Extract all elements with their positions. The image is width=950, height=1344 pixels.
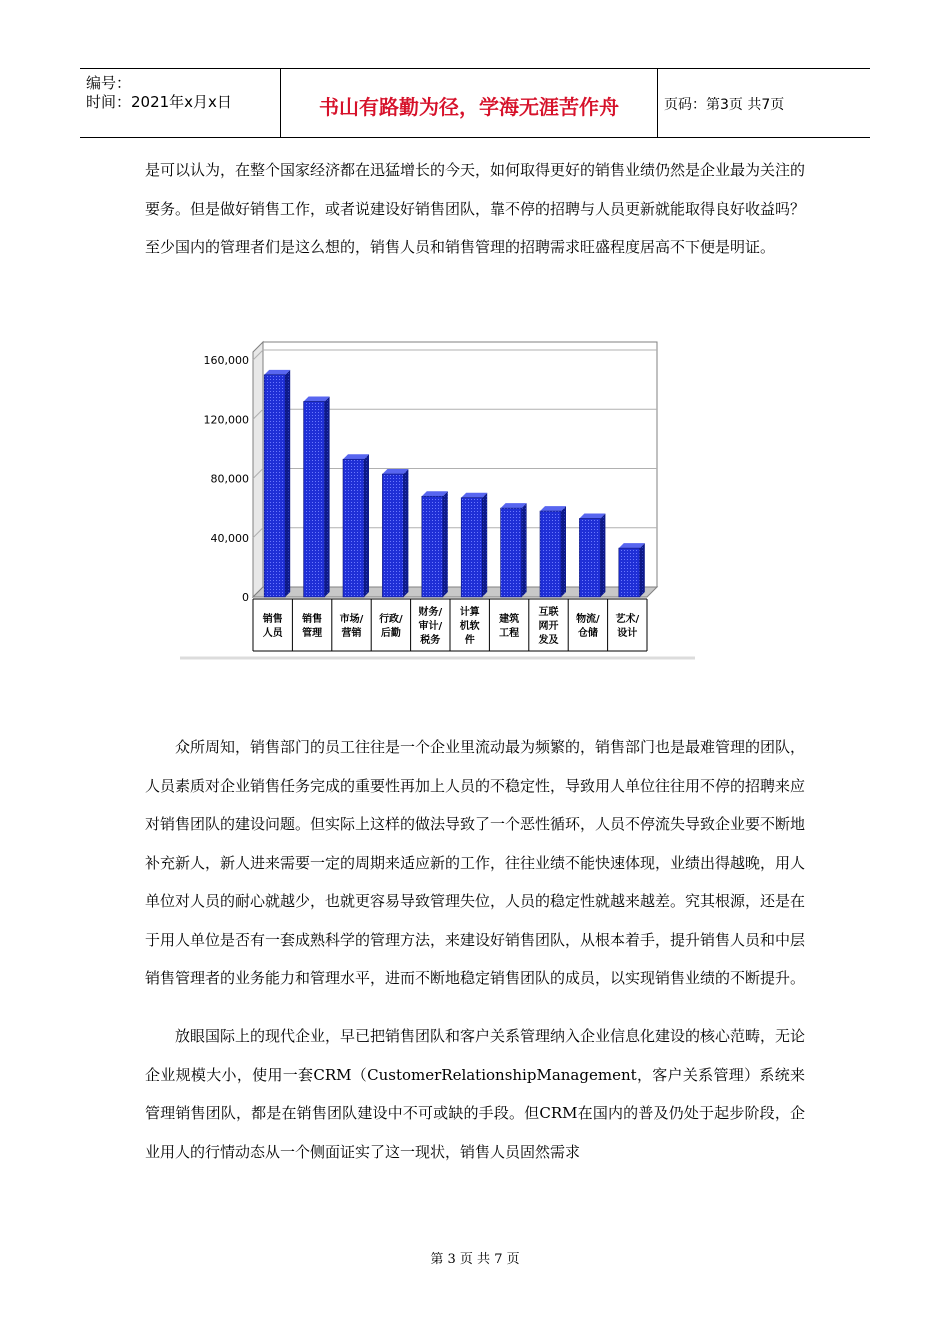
bar-chart xyxy=(180,328,700,668)
x-tick-label: 发及 xyxy=(538,635,559,646)
document-number-label: 编号： xyxy=(86,74,132,92)
page-footer: 第 3 页 共 7 页 xyxy=(430,1252,520,1267)
x-tick-label: 件 xyxy=(464,635,475,646)
y-tick-label: 40,000 xyxy=(210,531,249,545)
body-paragraph-1: 是可以认为，在整个国家经济都在迅猛增长的今天，如何取得更好的销售业绩仍然是企业最为关注的要务。但是做好销售工作，或者说建设好销售团队，靠不停的招聘与人员更新就能取得良好收益吗？至少国内的管理者们是这么想的，销售人员和销售管理的招聘需求旺盛程度居高不下便是明证。 xyxy=(145,161,806,256)
bar-5 xyxy=(422,496,443,597)
x-tick-label: 销售 xyxy=(262,614,283,625)
x-tick-label: 仓储 xyxy=(577,628,598,639)
body-paragraph-3: 放眼国际上的现代企业，早已把销售团队和客户关系管理纳入企业信息化建设的核心范畴，无论企业规模大小，使用一套CRM（CustomerRelationshipManagement，客户关系管理）系统来管理销售团队，都是在销售团队建设中不可或缺的手段。但CRM在国内的普及仍处于起步阶段，企业用人的行情动态从一个侧面证实了这一现状，销售人员固然需求 xyxy=(145,1027,806,1161)
bar-side-7 xyxy=(522,503,527,597)
bar-6 xyxy=(461,498,482,597)
header-motto: 书山有路勤为径，学海无涯苦作舟 xyxy=(319,95,619,119)
x-tick-label: 后勤 xyxy=(380,628,401,639)
x-tick-label: 互联 xyxy=(538,607,559,618)
bar-side-6 xyxy=(482,493,487,597)
bar-chart-svg xyxy=(180,328,700,668)
bar-side-2 xyxy=(325,396,330,597)
x-tick-label: 市场/ xyxy=(339,614,364,625)
y-tick-label: 0 xyxy=(242,591,249,604)
x-tick-label: 财务/ xyxy=(418,607,443,618)
header-page-cell xyxy=(658,69,870,137)
bar-side-4 xyxy=(403,469,408,597)
x-tick-label: 物流/ xyxy=(576,614,600,625)
x-tick-label: 设计 xyxy=(617,628,638,639)
x-tick-label: 艺术/ xyxy=(615,614,640,625)
header-meta-cell xyxy=(80,69,281,137)
x-tick-label: 税务 xyxy=(420,635,441,646)
bar-8 xyxy=(540,511,561,597)
x-tick-label: 计算 xyxy=(459,607,480,618)
x-tick-label: 建筑 xyxy=(499,614,520,625)
bar-side-8 xyxy=(561,506,566,597)
y-tick-label: 120,000 xyxy=(203,413,249,427)
header-page-code: 页码：第3页 共7页 xyxy=(664,97,785,113)
x-tick-label: 工程 xyxy=(499,628,520,639)
y-tick-label: 80,000 xyxy=(210,472,249,486)
x-tick-label: 审计/ xyxy=(418,621,443,632)
bar-1 xyxy=(264,375,285,597)
header-motto-cell xyxy=(281,69,658,137)
bar-7 xyxy=(501,508,522,597)
bar-9 xyxy=(579,518,600,597)
body-paragraph-2: 众所周知，销售部门的员工往往是一个企业里流动最为频繁的，销售部门也是最难管理的团队，人员素质对企业销售任务完成的重要性再加上人员的不稳定性，导致用人单位往往用不停的招聘来应对销售团队的建设问题。但实际上这样的做法导致了一个恶性循环，人员不停流失导致企业要不断地补充新人，新人进来需要一定的周期来适应新的工作，往往业绩不能快速体现，业绩出得越晚，用人单位对人员的耐心就越少，也就更容易导致管理失位，人员的稳定性就越来越差。究其根源，还是在于用人单位是否有一套成熟科学的管理方法，来建设好销售团队，从根本着手，提升销售人员和中层销售管理者的业务能力和管理水平，进而不断地稳定销售团队的成员，以实现销售业绩的不断提升。 xyxy=(145,738,806,987)
document-time-label: 时间：2021年x月x日 xyxy=(86,93,232,111)
x-tick-label: 管理 xyxy=(302,628,323,639)
x-tick-label: 营销 xyxy=(341,628,362,639)
bar-side-10 xyxy=(640,543,645,597)
bar-2 xyxy=(304,401,325,597)
bar-4 xyxy=(382,474,403,597)
x-tick-label: 人员 xyxy=(262,628,283,639)
bar-10 xyxy=(619,548,640,597)
x-tick-label: 机软 xyxy=(459,621,480,632)
bar-side-1 xyxy=(285,370,290,597)
bar-3 xyxy=(343,459,364,597)
bar-side-9 xyxy=(600,513,605,597)
bar-side-3 xyxy=(364,454,369,597)
x-tick-label: 销售 xyxy=(302,614,323,625)
bar-side-5 xyxy=(443,491,448,597)
page-header xyxy=(80,68,870,138)
x-tick-label: 网开 xyxy=(538,621,559,632)
x-tick-label: 行政/ xyxy=(379,614,403,625)
y-tick-label: 160,000 xyxy=(203,354,249,367)
